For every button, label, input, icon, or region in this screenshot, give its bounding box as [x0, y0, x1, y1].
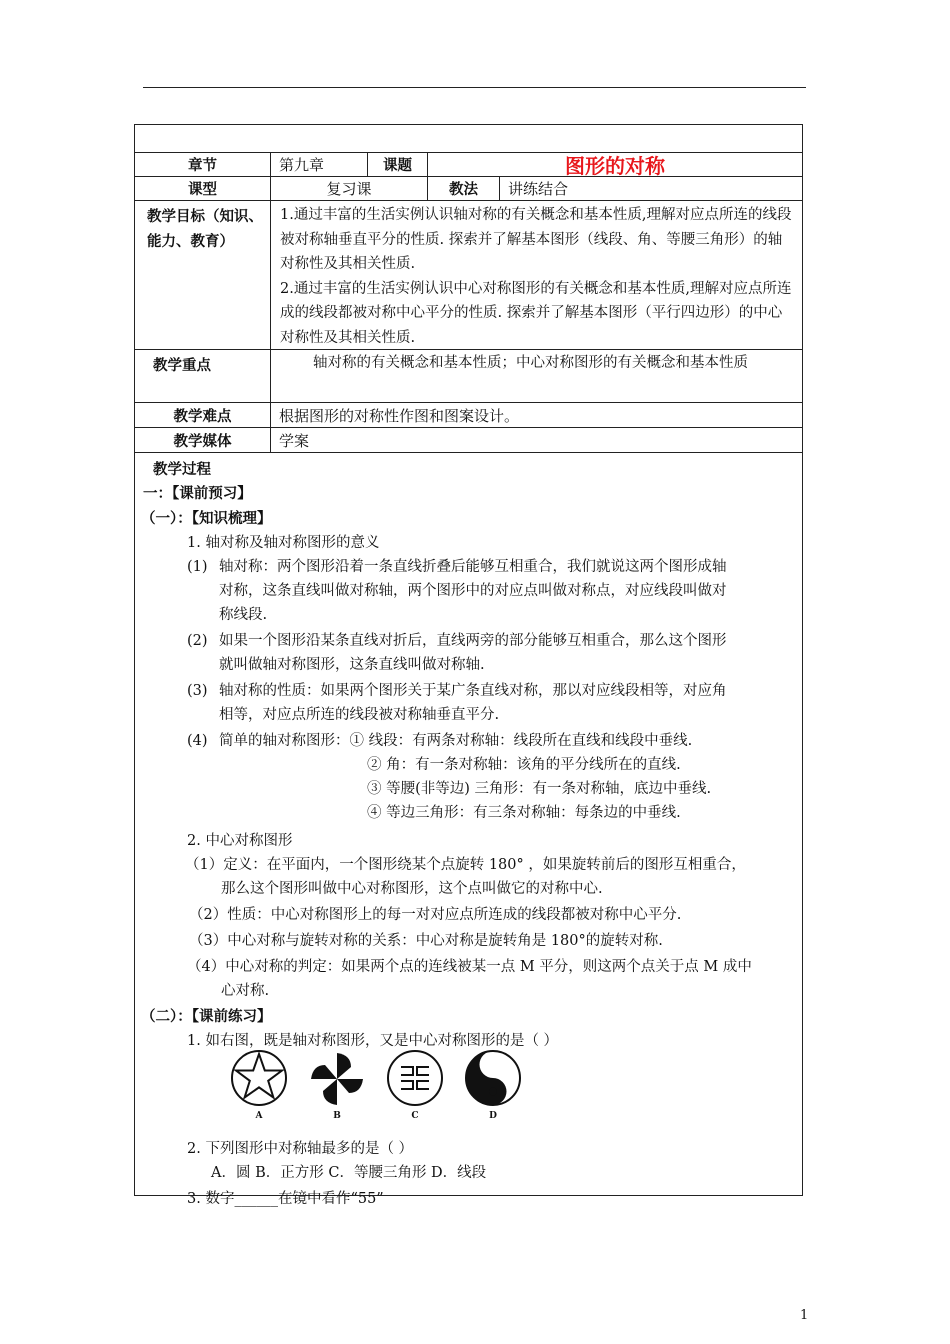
figure-a: [229, 1049, 289, 1121]
yin-yang-icon: [463, 1049, 523, 1109]
media-label: 教学媒体: [173, 433, 232, 450]
p2-number: (2): [187, 633, 208, 649]
c4-line-a: （4）中心对称的判定：如果两个点的连线被某一点 M 平分，则这两个点关于点 M 成中: [187, 959, 752, 975]
p4-line-b: ② 角：有一条对称轴：该角的平分线所在的直线.: [367, 757, 681, 773]
page-number: 1: [800, 1308, 809, 1323]
question-1: 1. 如右图，既是轴对称图形，又是中心对称图形的是（ ）: [187, 1033, 559, 1049]
chapter-label: 章节: [188, 158, 217, 174]
p4-line-c: ③ 等腰(非等边) 三角形：有一条对称轴，底边中垂线.: [367, 781, 712, 797]
difficulty-label: 教学难点: [173, 408, 232, 425]
p4-line-d: ④ 等边三角形：有三条对称轴：每条边的中垂线.: [367, 805, 681, 821]
c1-line-b: 那么这个图形叫做中心对称图形，这个点叫做它的对称中心.: [221, 881, 603, 897]
question-2-options: A．圆 B．正方形 C．等腰三角形 D．线段: [211, 1165, 487, 1181]
figure-c-label: C: [411, 1111, 419, 1121]
process-heading: 教学过程: [153, 462, 211, 478]
subsection-knowledge: （一）：【知识梳理】: [141, 511, 272, 527]
subsection-practice: （二）：【课前练习】: [141, 1009, 272, 1025]
key-label: 教学重点: [153, 358, 211, 374]
p3-number: (3): [187, 683, 208, 699]
media-value: 学案: [270, 428, 802, 452]
question-1-figures: [229, 1049, 529, 1129]
p1-line-b: 对称，这条直线叫做对称轴，两个图形中的对应点叫做对称点，对应线段叫做对: [219, 583, 727, 599]
c4-line-b: 心对称.: [221, 983, 270, 999]
type-row: [135, 177, 802, 201]
p1-line-a: 轴对称：两个图形沿着一条直线折叠后能够互相重合，我们就说这两个图形成轴: [219, 559, 727, 575]
header-rule: [143, 87, 806, 88]
figure-d: [463, 1049, 523, 1121]
p3-line-b: 相等，对应点所连的线段被对称轴垂直平分.: [219, 707, 500, 723]
star-in-circle-icon: [229, 1049, 289, 1109]
p1-number: (1): [187, 559, 208, 575]
p2-line-a: 如果一个图形沿某条直线对折后，直线两旁的部分能够互相重合，那么这个图形: [219, 633, 727, 649]
goal-1: 1.通过丰富的生活实例认识轴对称的有关概念和基本性质,理解对应点所连的线段被对称轴垂直平分的性质. 探索并了解基本图形（线段、角、等腰三角形）的轴对称性及其相关性质.: [280, 207, 792, 272]
c1-line-a: （1）定义：在平面内，一个图形绕某个点旋转 180° ，如果旋转前后的图形互相重合，: [185, 857, 746, 873]
topic-label: 课题: [367, 153, 427, 176]
type-value: 复习课: [270, 177, 427, 200]
c3-line: （3）中心对称与旋转对称的关系：中心对称是旋转角是 180°的旋转对称.: [189, 933, 663, 949]
c2-line: （2）性质：中心对称图形上的每一对对应点所连成的线段都被对称中心平分.: [189, 907, 682, 923]
figure-b: [307, 1049, 367, 1121]
difficulty-row: [135, 403, 802, 428]
item-axis-symmetry: 1. 轴对称及轴对称图形的意义: [187, 535, 380, 551]
p4-number: (4): [187, 733, 208, 749]
figure-c: [385, 1049, 445, 1121]
chapter-value: 第九章: [270, 153, 367, 176]
question-2: 2. 下列图形中对称轴最多的是（ ）: [187, 1141, 414, 1157]
figure-b-label: B: [333, 1111, 341, 1121]
p1-line-c: 称线段.: [219, 607, 268, 623]
difficulty-value: 根据图形的对称性作图和图案设计。: [270, 403, 802, 427]
type-label: 课型: [188, 182, 217, 198]
goals-label: 教学目标（知识、能力、教育）: [147, 209, 263, 250]
question-3: 3. 数字______在镜中看作“55”: [187, 1191, 384, 1207]
chapter-row: [135, 153, 802, 177]
p4-line-a: 简单的轴对称图形：① 线段：有两条对称轴：线段所在直线和线段中垂线.: [219, 733, 693, 749]
figure-d-label: D: [489, 1111, 497, 1121]
goals-content: [270, 201, 802, 349]
figure-a-label: A: [255, 1111, 263, 1121]
key-value: 轴对称的有关概念和基本性质；中心对称图形的有关概念和基本性质: [270, 350, 802, 402]
pattern-in-circle-icon: [385, 1049, 445, 1109]
section-preview: 一：【课前预习】: [143, 486, 252, 502]
topic-value: 图形的对称: [427, 153, 802, 176]
method-label: 教法: [427, 177, 499, 200]
item-central-symmetry: 2. 中心对称图形: [187, 833, 293, 849]
pinwheel-icon: [307, 1049, 367, 1109]
goals-row: [135, 201, 802, 350]
lesson-plan-table: [134, 124, 803, 1207]
p3-line-a: 轴对称的性质：如果两个图形关于某广条直线对称，那以对应线段相等，对应角: [219, 683, 727, 699]
key-row: [135, 350, 802, 403]
goal-2: 2.通过丰富的生活实例认识中心对称图形的有关概念和基本性质,理解对应点所连成的线段都被对称中心平分的性质. 探索并了解基本图形（平行四边形）的中心对称性及其相关性质.: [280, 280, 792, 346]
blank-row: [135, 125, 802, 153]
method-value: 讲练结合: [499, 177, 802, 200]
p2-line-b: 就叫做轴对称图形，这条直线叫做对称轴.: [219, 657, 485, 673]
media-row: [135, 428, 802, 453]
